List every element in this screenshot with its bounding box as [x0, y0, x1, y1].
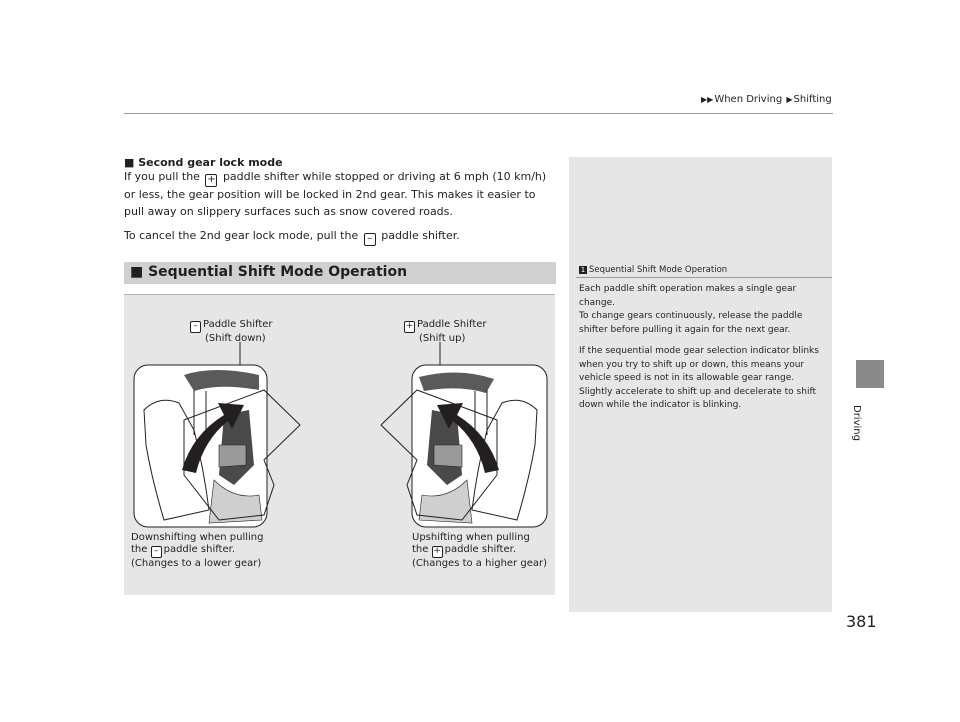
sidebar-title [579, 265, 727, 275]
sidebar-rule [576, 277, 832, 278]
caption-upshift-line2a: the [412, 544, 429, 555]
chapter-tab [856, 360, 884, 388]
para2-text-a: To cancel the 2nd gear lock mode, pull the [124, 229, 359, 242]
caption-upshift-line2 [412, 544, 547, 558]
para2-text-b: paddle shifter. [381, 229, 460, 242]
page-number: 381 [846, 612, 877, 631]
breadcrumb-level1: When Driving [714, 94, 783, 105]
caption-downshift-line2 [131, 544, 263, 558]
callout-shift-up-line2: (Shift up) [419, 333, 466, 344]
breadcrumb-level2: Shifting [793, 94, 832, 105]
sidebar-body [579, 283, 824, 421]
paddle-shifter-illustration [124, 295, 555, 535]
plus-key-icon: + [405, 321, 414, 331]
caption-upshift-line2b: paddle shifter. [444, 544, 517, 555]
minus-key-icon: – [151, 546, 162, 558]
note-icon: 1 [580, 266, 586, 274]
chapter-label: Driving [851, 405, 862, 441]
second-gear-paragraph-1 [124, 169, 556, 220]
plus-key-icon: + [207, 174, 216, 185]
callout-shift-down-line2: (Shift down) [205, 333, 266, 344]
plus-key-icon: + [433, 546, 441, 556]
caption-upshift [412, 532, 547, 570]
header-rule [124, 113, 833, 114]
para1-text-b: paddle shifter while stopped or driving at 6 mph (10 km/h) or less, the gear position will be locked in 2nd gear. This makes it easier to pull away on slippery surfaces such as snow covered roads. [124, 170, 547, 218]
minus-key-icon: – [190, 321, 201, 333]
upshift-illustration [381, 365, 547, 527]
caption-downshift-line1: Downshifting when pulling [131, 532, 264, 543]
section-heading-sequential: ■ Sequential Shift Mode Operation [130, 264, 408, 280]
downshift-illustration [134, 365, 300, 527]
caption-downshift [131, 532, 263, 570]
para1-text-a: If you pull the [124, 170, 200, 183]
caption-upshift-line3: (Changes to a higher gear) [412, 558, 547, 569]
breadcrumb-arrow-icon: ▶ [786, 95, 793, 104]
caption-upshift-line1: Upshifting when pulling [412, 532, 530, 543]
minus-key-icon: – [364, 233, 376, 246]
caption-downshift-line3: (Changes to a lower gear) [131, 558, 262, 569]
callout-shift-up-line1: Paddle Shifter [417, 319, 487, 330]
caption-downshift-line2a: the [131, 544, 148, 555]
sidebar-title-text: Sequential Shift Mode Operation [589, 265, 728, 275]
section-heading-second-gear: ■ Second gear lock mode [124, 156, 283, 169]
caption-downshift-line2b: paddle shifter. [163, 544, 236, 555]
second-gear-paragraph-2 [124, 228, 556, 246]
breadcrumb [700, 94, 832, 105]
sidebar-paragraph-2: If the sequential mode gear selection indicator blinks when you try to shift up or down, this means your vehicle speed is not in its allowable gear range. Slightly accelerate to shift up and decelerate to shift down while the indicator is blinking. [579, 346, 819, 410]
breadcrumb-arrow-icon: ▶▶ [701, 95, 714, 104]
sidebar-paragraph-1: Each paddle shift operation makes a single gear change. To change gears continuously, release the paddle shifter before pulling it again for the next gear. [579, 284, 803, 335]
callout-shift-down-line1: Paddle Shifter [203, 319, 273, 330]
second-gear-body [124, 169, 556, 254]
